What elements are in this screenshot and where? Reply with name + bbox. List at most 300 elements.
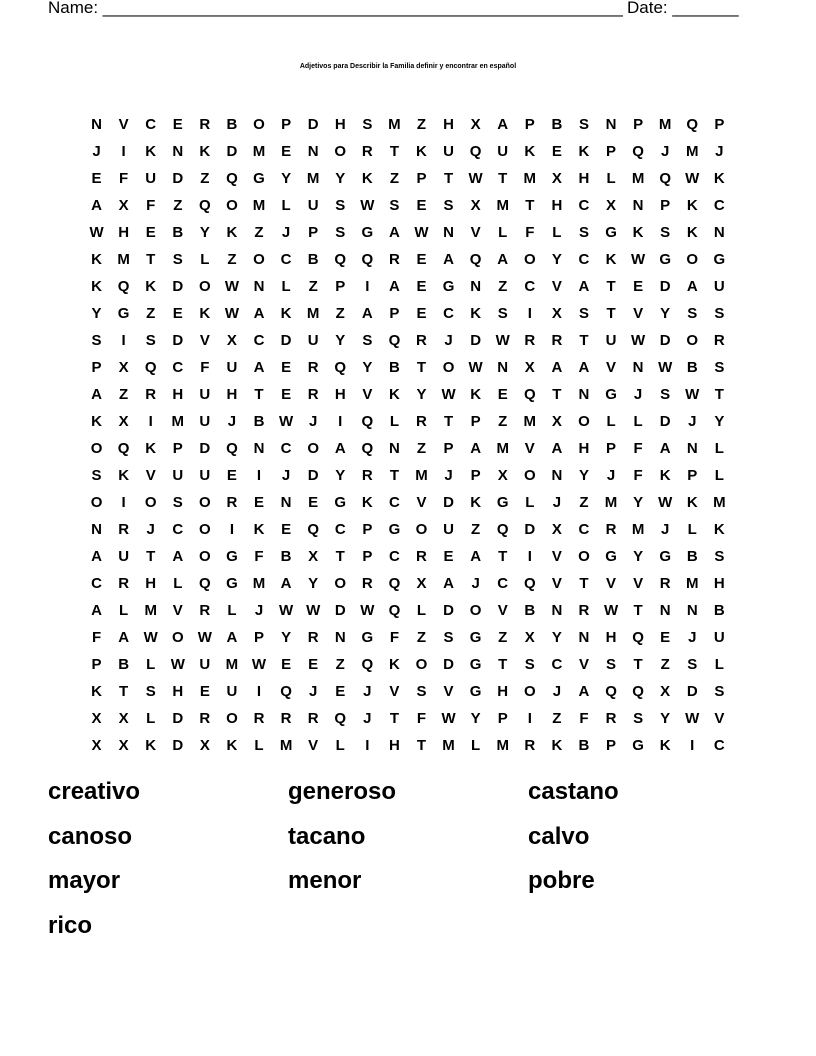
grid-letter: P (606, 737, 617, 754)
grid-letter: G (605, 224, 617, 241)
grid-letter: O (90, 494, 103, 511)
grid-letter: S (335, 197, 346, 214)
grid-letter: S (497, 305, 508, 322)
grid-letter: O (523, 251, 536, 268)
grid-letter: V (470, 224, 481, 241)
grid-letter: S (335, 224, 346, 241)
grid-letter: R (226, 494, 238, 511)
grid-letter: L (687, 521, 697, 538)
grid-letter: R (388, 251, 400, 268)
grid-letter: N (470, 278, 482, 295)
grid-letter: Q (659, 170, 672, 187)
grid-row (83, 219, 733, 246)
grid-letter: X (199, 737, 210, 754)
grid-letter: Y (551, 629, 562, 646)
grid-letter: J (281, 224, 291, 241)
grid-letter: B (253, 413, 265, 430)
grid-letter: M (306, 305, 320, 322)
grid-letter: S (633, 710, 644, 727)
grid-letter: W (685, 386, 700, 403)
grid-letter: N (578, 629, 590, 646)
grid-letter: Z (579, 494, 589, 511)
grid-letter: V (606, 359, 617, 376)
grid-letter: A (253, 359, 265, 376)
grid-letter: G (442, 278, 455, 295)
grid-letter: C (713, 197, 725, 214)
grid-letter: M (631, 521, 645, 538)
grid-letter: C (172, 521, 184, 538)
grid-letter: A (470, 440, 482, 457)
grid-letter: S (91, 332, 102, 349)
grid-letter: P (172, 440, 183, 457)
grid-letter: U (199, 386, 211, 403)
grid-letter: H (226, 386, 238, 403)
grid-letter: D (443, 656, 454, 673)
grid-letter: V (606, 575, 617, 592)
grid-letter: W (279, 413, 294, 430)
grid-letter: S (443, 197, 454, 214)
grid-letter: G (469, 683, 482, 700)
grid-letter: L (714, 440, 724, 457)
grid-letter: S (416, 683, 427, 700)
grid-letter: Q (523, 386, 536, 403)
grid-letter: K (226, 224, 238, 241)
grid-letter: O (144, 494, 157, 511)
grid-letter: M (415, 467, 428, 484)
grid-letter: C (172, 359, 184, 376)
grid-letter: J (633, 386, 643, 403)
grid-letter: L (227, 602, 237, 619)
grid-letter: K (659, 467, 671, 484)
grid-row (83, 300, 733, 327)
grid-letter: B (578, 737, 590, 754)
grid-letter: Q (361, 656, 374, 673)
grid-letter: X (416, 575, 427, 592)
grid-letter: R (199, 602, 211, 619)
grid-letter: T (389, 143, 399, 160)
grid-letter: T (335, 548, 345, 565)
grid-letter: G (632, 737, 644, 754)
grid-letter: F (146, 197, 156, 214)
grid-letter: M (252, 575, 266, 592)
grid-letter: Q (199, 197, 211, 214)
grid-letter: G (226, 548, 238, 565)
grid-letter: M (686, 575, 699, 592)
grid-letter: W (468, 359, 483, 376)
grid-letter: B (388, 359, 400, 376)
grid-letter: L (254, 737, 264, 754)
grid-letter: N (551, 602, 563, 619)
grid-letter: D (226, 143, 238, 160)
word-list-item: creativo (48, 778, 141, 805)
grid-letter: H (578, 170, 590, 187)
grid-letter: C (145, 116, 157, 133)
grid-letter: X (118, 197, 129, 214)
grid-letter: N (443, 224, 454, 241)
grid-letter: Q (523, 575, 536, 592)
grid-letter: B (551, 116, 563, 133)
grid-letter: L (552, 224, 562, 241)
grid-letter: Q (361, 251, 374, 268)
grid-letter: P (443, 440, 454, 457)
grid-letter: C (91, 575, 102, 592)
grid-letter: U (307, 332, 319, 349)
grid-letter: O (334, 575, 347, 592)
grid-letter: L (714, 467, 724, 484)
grid-letter: J (363, 710, 372, 727)
grid-letter: F (91, 629, 102, 646)
grid-letter: I (527, 710, 532, 727)
grid-letter: N (497, 359, 509, 376)
grid-letter: A (578, 683, 590, 700)
grid-letter: K (145, 278, 157, 295)
grid-letter: P (362, 548, 373, 565)
grid-letter: J (552, 494, 562, 511)
word-list-item: mayor (48, 867, 121, 894)
grid-letter: M (388, 116, 401, 133)
grid-letter: T (606, 305, 616, 322)
grid-letter: L (525, 494, 535, 511)
grid-letter: M (279, 737, 293, 754)
grid-letter: N (91, 521, 102, 538)
grid-letter: Z (471, 521, 481, 538)
grid-row (83, 273, 733, 300)
grid-letter: A (659, 440, 671, 457)
grid-letter: L (281, 197, 291, 214)
grid-letter: C (524, 278, 536, 295)
grid-letter: F (633, 467, 643, 484)
grid-letter: U (497, 143, 509, 160)
grid-letter: M (631, 170, 645, 187)
grid-letter: E (660, 629, 671, 646)
grid-letter: Z (660, 656, 670, 673)
grid-letter: K (361, 170, 373, 187)
grid-letter: Q (199, 575, 211, 592)
grid-letter: J (688, 413, 697, 430)
grid-letter: J (281, 467, 291, 484)
grid-letter: W (170, 656, 185, 673)
grid-letter: P (497, 710, 508, 727)
grid-letter: Q (469, 143, 482, 160)
grid-letter: K (145, 440, 157, 457)
grid-row (83, 354, 733, 381)
grid-letter: C (713, 737, 725, 754)
grid-letter: D (659, 278, 671, 295)
grid-letter: J (92, 143, 101, 160)
grid-letter: R (416, 332, 427, 349)
grid-letter: T (443, 170, 454, 187)
grid-letter: S (578, 224, 589, 241)
grid-letter: C (253, 332, 265, 349)
grid-letter: S (145, 683, 156, 700)
grid-letter: D (172, 710, 184, 727)
grid-letter: H (578, 440, 590, 457)
grid-letter: E (145, 224, 156, 241)
grid-row (83, 192, 733, 219)
grid-letter: V (118, 116, 129, 133)
grid-letter: Q (334, 359, 347, 376)
grid-letter: F (525, 224, 535, 241)
grid-letter: U (199, 656, 211, 673)
grid-letter: Y (308, 575, 319, 592)
grid-letter: X (118, 710, 129, 727)
grid-letter: G (659, 251, 672, 268)
grid-letter: B (524, 602, 536, 619)
grid-letter: Y (91, 305, 102, 322)
grid-letter: A (443, 575, 454, 592)
grid-letter: S (524, 656, 535, 673)
grid-letter: H (388, 737, 400, 754)
grid-letter: S (578, 305, 589, 322)
grid-letter: T (498, 656, 508, 673)
grid-letter: O (686, 251, 699, 268)
grid-letter: J (715, 143, 724, 160)
grid-letter: K (551, 737, 563, 754)
grid-letter: C (443, 305, 454, 322)
grid-letter: R (551, 332, 563, 349)
grid-letter: E (551, 143, 562, 160)
grid-letter: W (224, 305, 240, 322)
grid-letter: X (118, 359, 129, 376)
grid-letter: N (632, 197, 644, 214)
grid-letter: H (145, 575, 157, 592)
grid-letter: E (172, 305, 183, 322)
grid-letter: D (280, 332, 292, 349)
grid-letter: M (496, 737, 509, 754)
grid-letter: H (172, 683, 184, 700)
grid-letter: Q (632, 143, 644, 160)
grid-letter: U (145, 170, 157, 187)
grid-letter: I (121, 494, 126, 511)
grid-letter: E (281, 143, 292, 160)
grid-letter: T (389, 467, 399, 484)
grid-letter: M (658, 116, 672, 133)
grid-letter: E (281, 386, 292, 403)
grid-letter: K (686, 224, 698, 241)
word-list-item: generoso (288, 778, 397, 805)
grid-letter: J (606, 467, 616, 484)
grid-letter: C (280, 440, 292, 457)
grid-letter: E (281, 521, 292, 538)
grid-letter: X (606, 197, 617, 214)
grid-letter: Y (633, 548, 644, 565)
grid-letter: T (146, 548, 156, 565)
grid-letter: R (578, 602, 590, 619)
grid-letter: T (579, 575, 589, 592)
grid-letter: A (91, 197, 102, 214)
grid-letter: I (256, 683, 262, 700)
grid-letter: A (388, 224, 400, 241)
grid-letter: N (172, 143, 184, 160)
grid-letter: W (306, 602, 321, 619)
grid-letter: Q (226, 440, 238, 457)
grid-row (83, 246, 733, 273)
grid-letter: O (171, 629, 184, 646)
grid-letter: C (578, 521, 590, 538)
grid-letter: I (121, 143, 126, 160)
grid-letter: K (199, 305, 211, 322)
grid-letter: I (338, 413, 343, 430)
grid-letter: S (714, 305, 725, 322)
grid-letter: P (633, 116, 644, 133)
grid-letter: U (713, 629, 725, 646)
grid-letter: S (362, 116, 373, 133)
grid-letter: D (443, 602, 454, 619)
grid-letter: K (145, 737, 157, 754)
grid-letter: N (388, 440, 400, 457)
grid-letter: Z (335, 305, 345, 322)
grid-letter: T (254, 386, 264, 403)
grid-letter: A (443, 251, 454, 268)
grid-row (83, 651, 733, 678)
grid-letter: E (443, 548, 454, 565)
grid-letter: V (524, 440, 535, 457)
grid-letter: Z (335, 656, 345, 673)
grid-row (83, 705, 733, 732)
grid-letter: S (578, 116, 589, 133)
grid-letter: L (714, 656, 724, 673)
grid-letter: Y (714, 413, 725, 430)
grid-letter: N (307, 143, 319, 160)
grid-letter: U (226, 359, 238, 376)
grid-letter: M (306, 170, 320, 187)
grid-letter: M (171, 413, 185, 430)
grid-letter: W (441, 386, 456, 403)
grid-letter: T (633, 656, 643, 673)
grid-letter: H (334, 386, 346, 403)
grid-letter: I (148, 413, 153, 430)
date-field-line: Date: _______ (627, 0, 739, 17)
grid-letter: P (91, 359, 102, 376)
grid-letter: W (89, 224, 104, 241)
grid-letter: V (362, 386, 373, 403)
grid-row (83, 624, 733, 651)
grid-row (83, 543, 733, 570)
grid-letter: X (551, 170, 562, 187)
grid-letter: F (389, 629, 399, 646)
grid-letter: X (226, 332, 237, 349)
grid-row (83, 327, 733, 354)
word-list (48, 778, 768, 956)
grid-letter: K (470, 386, 482, 403)
grid-letter: N (91, 116, 102, 133)
grid-letter: X (470, 197, 481, 214)
grid-letter: Y (281, 170, 292, 187)
grid-letter: A (91, 548, 102, 565)
grid-letter: X (118, 413, 129, 430)
grid-letter: R (280, 710, 292, 727)
grid-letter: M (117, 251, 130, 268)
grid-letter: T (498, 170, 508, 187)
grid-letter: Q (605, 683, 617, 700)
grid-letter: K (416, 143, 427, 160)
grid-letter: G (334, 494, 347, 511)
grid-letter: B (226, 116, 238, 133)
grid-letter: H (172, 386, 184, 403)
grid-letter: W (279, 602, 294, 619)
word-list-item: canoso (48, 822, 133, 850)
grid-letter: K (91, 278, 102, 295)
grid-letter: L (146, 656, 156, 673)
grid-letter: V (416, 494, 427, 511)
grid-letter: P (416, 170, 427, 187)
grid-letter: M (686, 143, 699, 160)
grid-letter: S (687, 305, 698, 322)
grid-letter: X (91, 737, 102, 754)
grid-letter: D (172, 278, 184, 295)
grid-letter: T (146, 251, 156, 268)
grid-letter: A (551, 359, 563, 376)
grid-letter: A (551, 440, 563, 457)
grid-letter: F (119, 170, 129, 187)
grid-row (83, 732, 733, 759)
grid-letter: M (604, 494, 618, 511)
grid-letter: O (199, 548, 211, 565)
grid-letter: D (199, 440, 211, 457)
grid-letter: V (551, 548, 562, 565)
grid-letter: Y (416, 386, 427, 403)
grid-letter: B (280, 548, 292, 565)
grid-letter: S (91, 467, 102, 484)
grid-letter: X (497, 467, 508, 484)
grid-letter: M (496, 440, 509, 457)
grid-letter: Q (280, 683, 292, 700)
grid-letter: Y (551, 251, 562, 268)
grid-letter: D (307, 116, 319, 133)
grid-letter: E (281, 359, 292, 376)
grid-letter: N (713, 224, 725, 241)
grid-letter: H (334, 116, 346, 133)
grid-letter: K (280, 305, 292, 322)
grid-letter: N (686, 602, 698, 619)
grid-letter: K (632, 224, 644, 241)
grid-letter: O (578, 548, 590, 565)
grid-letter: F (254, 548, 264, 565)
grid-letter: J (444, 332, 453, 349)
grid-letter: I (229, 521, 235, 538)
grid-letter: S (660, 386, 671, 403)
grid-letter: P (470, 467, 481, 484)
grid-letter: U (443, 143, 454, 160)
grid-letter: D (443, 494, 454, 511)
grid-letter: C (578, 251, 590, 268)
grid-letter: N (605, 116, 617, 133)
grid-letter: A (361, 305, 373, 322)
grid-letter: O (334, 143, 347, 160)
grid-letter: M (442, 737, 455, 754)
grid-letter: V (714, 710, 725, 727)
grid-letter: U (118, 548, 130, 565)
grid-letter: K (388, 656, 400, 673)
grid-letter: T (552, 386, 562, 403)
grid-letter: W (224, 278, 240, 295)
grid-letter: W (495, 332, 510, 349)
grid-letter: R (118, 575, 130, 592)
grid-letter: A (497, 251, 509, 268)
grid-letter: Q (117, 440, 130, 457)
grid-letter: Z (416, 629, 427, 646)
grid-letter: G (469, 629, 482, 646)
grid-row (83, 165, 733, 192)
grid-letter: O (469, 602, 482, 619)
grid-letter: K (713, 170, 725, 187)
grid-letter: V (497, 602, 508, 619)
grid-row (83, 570, 733, 597)
grid-letter: A (578, 278, 590, 295)
grid-letter: T (389, 710, 399, 727)
grid-letter: W (360, 602, 375, 619)
grid-row (83, 408, 733, 435)
